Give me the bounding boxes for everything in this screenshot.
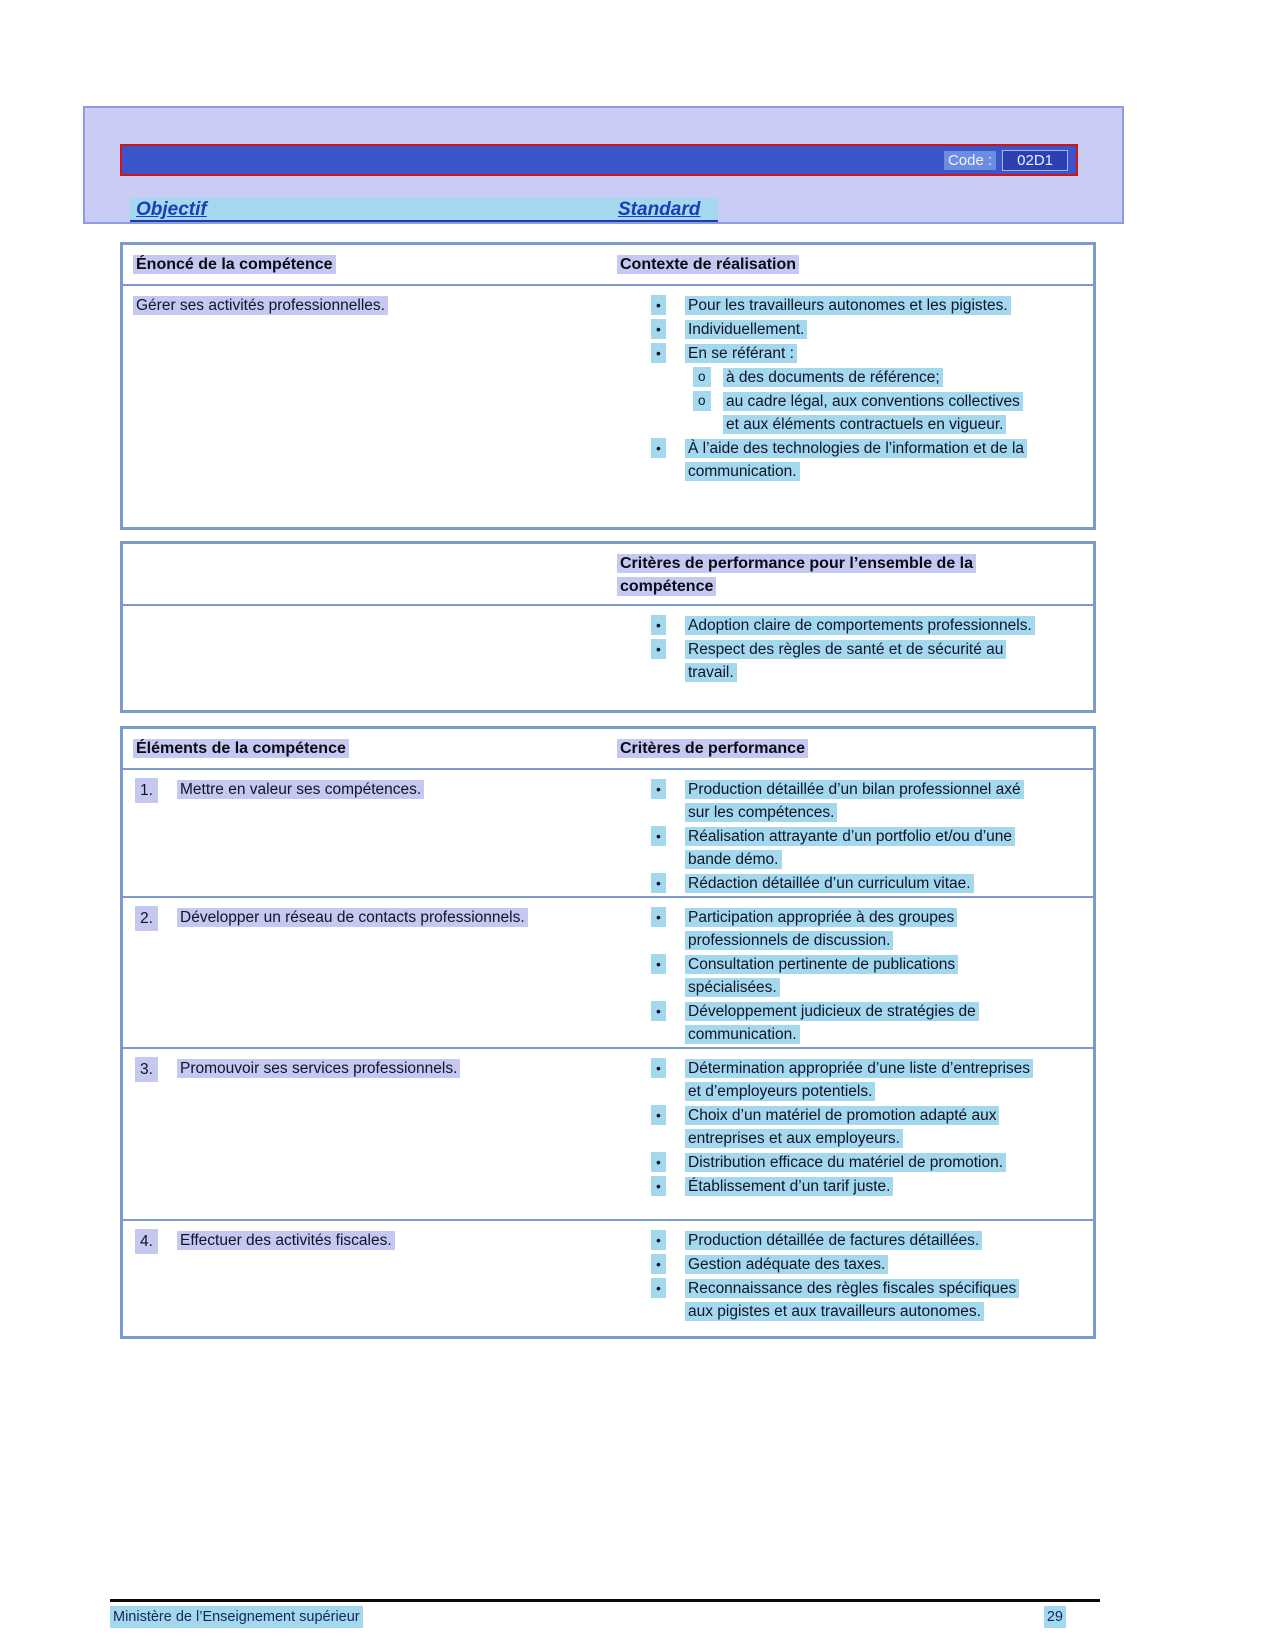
criteria-item-text: Respect des règles de santé et de sécurité au travail.	[685, 640, 1006, 682]
footer-page-number: 29	[1044, 1606, 1066, 1628]
objectif-heading: Objectif	[136, 199, 207, 220]
context-item-text: Individuellement.	[685, 320, 807, 339]
context-item-text: En se référant :	[685, 344, 797, 363]
element-entry	[133, 906, 561, 929]
element-entry	[133, 1229, 561, 1252]
criteria-item-text: Participation appropriée à des groupes professionnels de discussion.	[685, 908, 957, 950]
code-label: Code :	[944, 151, 996, 170]
criteria-item-text: Choix d’un matériel de promotion adapté aux entreprises et aux employeurs.	[685, 1106, 999, 1148]
criteria-header: Critères de performance	[617, 739, 808, 758]
overall-criteria-list	[617, 614, 1093, 684]
criteria-item-text: Réalisation attrayante d’un portfolio et/ou d’une bande démo.	[685, 827, 1015, 869]
criteria-item-text: Détermination appropriée d’une liste d’entreprises et d’employeurs potentiels.	[685, 1059, 1033, 1101]
criteria-item	[617, 1057, 1093, 1103]
criteria-item-text: Établissement d’un tarif juste.	[685, 1177, 893, 1196]
element-label: Promouvoir ses services professionnels.	[177, 1059, 460, 1078]
element-label: Mettre en valeur ses compétences.	[177, 780, 424, 799]
objectif-standard-strip	[130, 198, 718, 222]
elements-table	[120, 726, 1096, 1339]
criteria-item	[617, 1000, 1093, 1046]
criteria-item	[617, 1277, 1093, 1323]
element-label: Effectuer des activités fiscales.	[177, 1231, 395, 1250]
criteria-item	[617, 1229, 1093, 1252]
criteria-item	[617, 825, 1093, 871]
criteria-item	[617, 638, 1093, 684]
criteria-item-text: Gestion adéquate des taxes.	[685, 1255, 888, 1274]
criteria-item	[617, 614, 1093, 637]
criteria-item-text: Distribution efficace du matériel de promotion.	[685, 1153, 1006, 1172]
criteria-list	[617, 778, 1093, 895]
criteria-item	[617, 1253, 1093, 1276]
context-item-text: À l’aide des technologies de l’information et de la communication.	[685, 439, 1027, 481]
context-subitem	[617, 366, 1093, 389]
criteria-list	[617, 1229, 1093, 1323]
enonce-header: Énoncé de la compétence	[133, 255, 336, 274]
element-entry	[133, 778, 561, 801]
context-item	[617, 318, 1093, 341]
criteria-item-text: Reconnaissance des règles fiscales spécifiques aux pigistes et aux travailleurs autonomes.	[685, 1279, 1019, 1321]
elements-table-header	[123, 729, 1093, 770]
footer-ministry: Ministère de l’Enseignement supérieur	[110, 1606, 363, 1628]
criteria-item-text: Consultation pertinente de publications spécialisées.	[685, 955, 958, 997]
element-row	[123, 1219, 1093, 1335]
element-label: Développer un réseau de contacts professionnels.	[177, 908, 528, 927]
context-item	[617, 437, 1093, 483]
criteria-item	[617, 906, 1093, 952]
standard-heading: Standard	[618, 199, 701, 220]
competence-table	[120, 242, 1096, 530]
code-value: 02D1	[1002, 150, 1068, 171]
title-bar	[120, 144, 1078, 176]
competence-table-header	[123, 245, 1093, 286]
criteria-item	[617, 1151, 1093, 1174]
element-number: 1.	[135, 778, 158, 803]
criteria-item	[617, 953, 1093, 999]
overall-criteria-header: Critères de performance pour l’ensemble de la compétence	[617, 554, 976, 596]
footer	[110, 1606, 1100, 1628]
criteria-item	[617, 1104, 1093, 1150]
criteria-list	[617, 1057, 1093, 1198]
element-entry	[133, 1057, 561, 1080]
footer-rule	[110, 1599, 1100, 1602]
competence-table-body	[123, 286, 1093, 484]
criteria-item-text: Développement judicieux de stratégies de communication.	[685, 1002, 979, 1044]
header-banner	[83, 106, 1124, 224]
overall-criteria-table	[120, 541, 1096, 713]
competence-statement: Gérer ses activités professionnelles.	[133, 296, 388, 315]
context-subitem-text: au cadre légal, aux conventions collectives et aux éléments contractuels en vigueur.	[723, 392, 1023, 434]
criteria-list	[617, 906, 1093, 1046]
criteria-item-text: Production détaillée d’un bilan professionnel axé sur les compétences.	[685, 780, 1024, 822]
context-item-text: Pour les travailleurs autonomes et les pigistes.	[685, 296, 1011, 315]
context-item	[617, 342, 1093, 365]
context-item	[617, 294, 1093, 317]
criteria-item-text: Rédaction détaillée d’un curriculum vitae.	[685, 874, 974, 893]
overall-criteria-header-row	[123, 544, 1093, 606]
overall-criteria-body	[123, 606, 1093, 685]
criteria-item	[617, 1175, 1093, 1198]
element-number: 3.	[135, 1057, 158, 1082]
context-subitem	[617, 390, 1093, 436]
criteria-item	[617, 778, 1093, 824]
contexte-header: Contexte de réalisation	[617, 255, 799, 274]
element-number: 4.	[135, 1229, 158, 1254]
elements-header: Éléments de la compétence	[133, 739, 349, 758]
element-row	[123, 896, 1093, 1047]
criteria-item-text: Adoption claire de comportements professionnels.	[685, 616, 1035, 635]
element-row	[123, 1047, 1093, 1219]
context-subitem-text: à des documents de référence;	[723, 368, 943, 387]
element-number: 2.	[135, 906, 158, 931]
context-list	[617, 294, 1093, 483]
element-row	[123, 770, 1093, 896]
criteria-item	[617, 872, 1093, 895]
criteria-item-text: Production détaillée de factures détaillées.	[685, 1231, 982, 1250]
